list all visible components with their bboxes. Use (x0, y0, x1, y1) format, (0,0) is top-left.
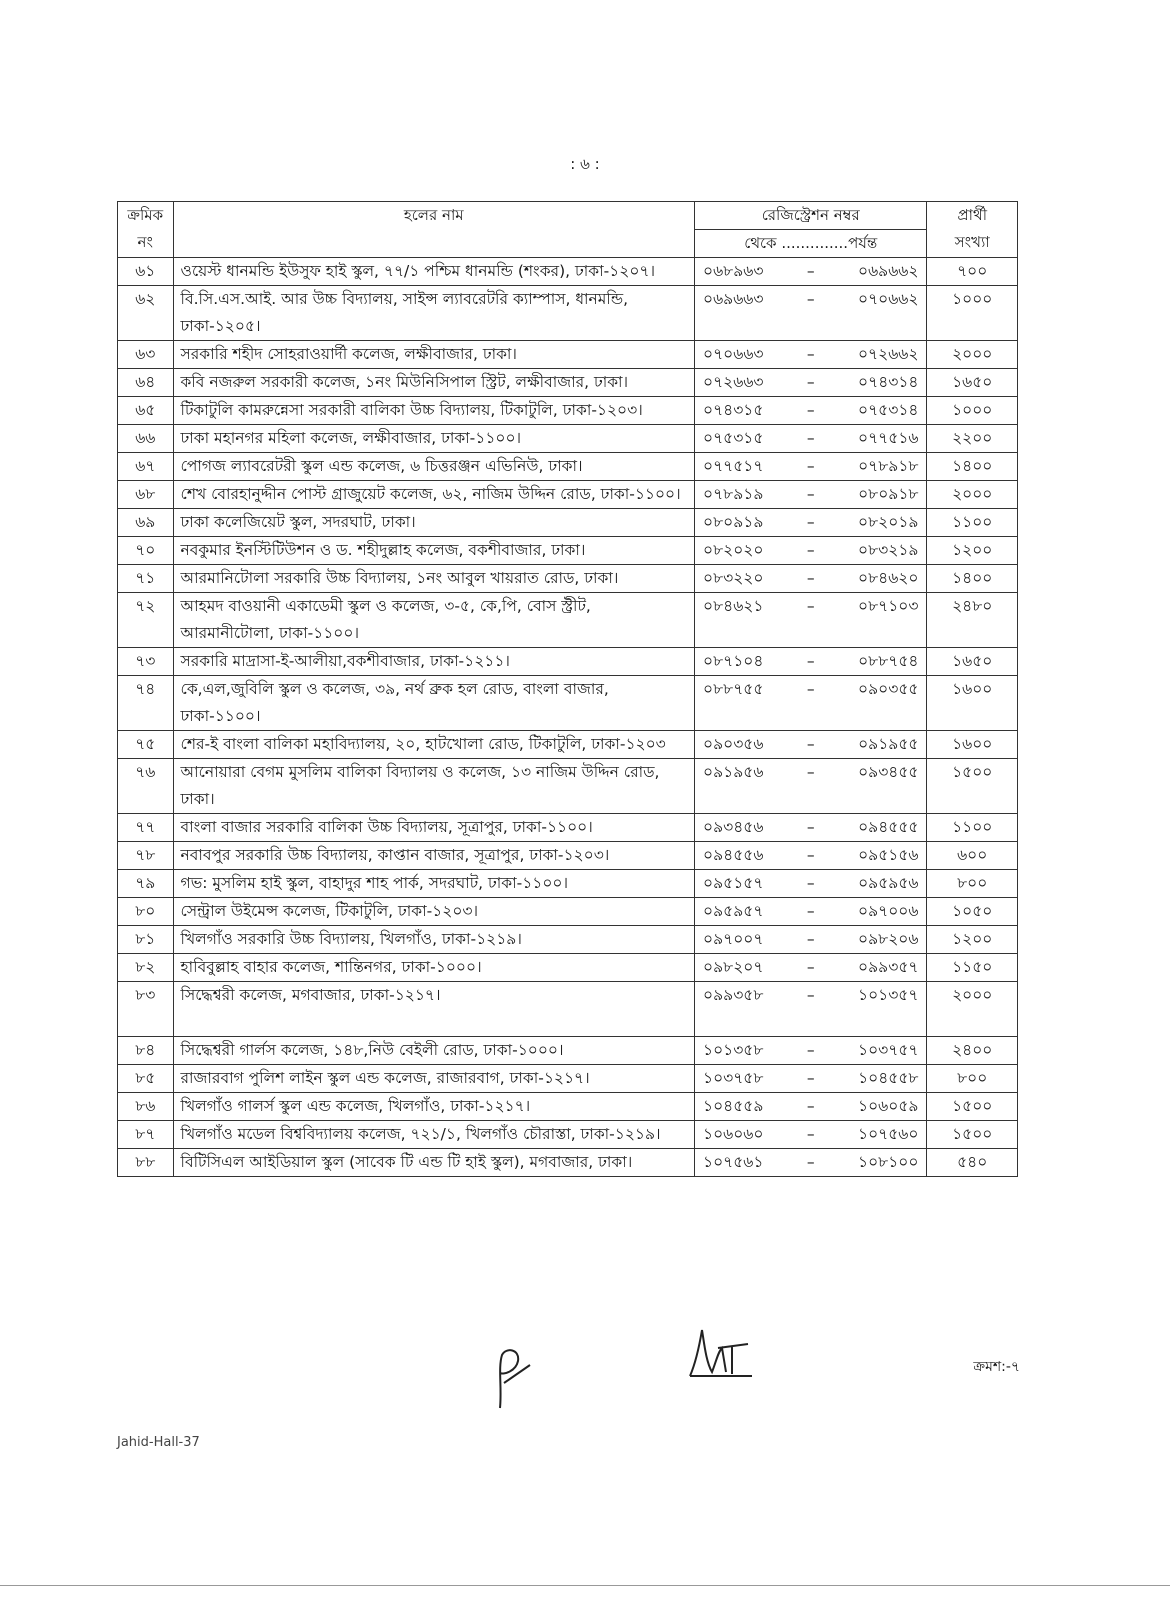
registration-to: ১০৪৫৫৮ (858, 1069, 919, 1087)
serial-cell: ৭৯ (118, 870, 174, 898)
hall-name-cell (173, 537, 694, 565)
table-row (118, 1149, 1018, 1177)
table-row (118, 453, 1018, 481)
range-dash: – (806, 513, 815, 531)
registration-to: ০৬৯৬৬২ (858, 262, 919, 280)
registration-to: ১০৬০৫৯ (858, 1097, 919, 1115)
registration-to: ০৯৫৯৫৬ (858, 874, 919, 892)
candidate-count-cell: ৮০০ (927, 1065, 1018, 1093)
serial-cell: ৭১ (118, 565, 174, 593)
range-dash: – (806, 485, 815, 503)
hall-name-text: শের-ই বাংলা বালিকা মহাবিদ্যালয়, ২০, হাটখোলা রোড, টিকাটুলি, ঢাকা-১২০৩ (180, 735, 666, 753)
registration-to: ০৯৩৪৫৫ (858, 763, 919, 781)
serial-cell: ৬৬ (118, 425, 174, 453)
hall-name-cell (173, 842, 694, 870)
serial-cell: ৬৭ (118, 453, 174, 481)
range-dash: – (806, 569, 815, 587)
hall-name-cell (173, 1065, 694, 1093)
candidate-count-cell: ৭০০ (927, 258, 1018, 286)
serial-cell: ৬৯ (118, 509, 174, 537)
registration-range-cell (695, 1121, 927, 1149)
hall-name-cell (173, 397, 694, 425)
hall-name-text: বি.সি.এস.আই. আর উচ্চ বিদ্যালয়, সাইন্স ল্যাবরেটরি ক্যাম্পাস, ধানমন্ডি, ঢাকা-১২০৫। (180, 290, 629, 335)
table-row (118, 425, 1018, 453)
registration-from: ১০১৩৫৮ (703, 1041, 764, 1059)
serial-cell: ৬৫ (118, 397, 174, 425)
registration-to: ০৮৪৬২০ (858, 569, 919, 587)
registration-to: ০৭২৬৬২ (857, 345, 919, 363)
hall-name-cell (173, 258, 694, 286)
hall-allocation-table (117, 201, 1018, 1177)
registration-from: ০৮২০২০ (703, 541, 764, 559)
registration-to: ০৮০৯১৮ (858, 485, 919, 503)
serial-cell: ৬২ (118, 286, 174, 341)
candidate-count-cell: ১১৫০ (927, 954, 1018, 982)
hall-name-cell (173, 481, 694, 509)
range-dash: – (806, 874, 815, 892)
candidate-count-cell: ১০৫০ (927, 898, 1018, 926)
hall-name-cell (173, 1121, 694, 1149)
table-row (118, 814, 1018, 842)
range-dash: – (806, 1125, 815, 1143)
serial-cell: ৮০ (118, 898, 174, 926)
hall-name-cell (173, 286, 694, 341)
registration-from: ০৬৮৯৬৩ (703, 262, 764, 280)
table-row (118, 341, 1018, 369)
continued-note: ক্রমশ:-৭ (973, 1359, 1020, 1375)
candidates-header: প্রার্থী সংখ্যা (927, 202, 1018, 258)
candidate-count-cell: ২২০০ (927, 425, 1018, 453)
hall-name-text: আনোয়ারা বেগম মুসলিম বালিকা বিদ্যালয় ও কলেজ, ১৩ নাজিম উদ্দিন রোড, ঢাকা। (180, 763, 660, 808)
hall-name-header: হলের নাম (173, 202, 694, 258)
hall-name-text: সরকারি শহীদ সোহরাওয়ার্দী কলেজ, লক্ষীবাজার, ঢাকা। (180, 345, 517, 363)
table-row (118, 842, 1018, 870)
table-row (118, 509, 1018, 537)
registration-from: ১০৭৫৬১ (703, 1153, 764, 1171)
hall-name-text: পোগজ ল্যাবরেটরী স্কুল এন্ড কলেজ, ৬ চিত্তরঞ্জন এভিনিউ, ঢাকা। (180, 457, 583, 475)
hall-name-cell (173, 593, 694, 648)
table-row (118, 731, 1018, 759)
hall-name-cell (173, 1093, 694, 1121)
candidate-count-cell: ১৫০০ (927, 759, 1018, 814)
registration-to: ০৯৪৫৫৫ (858, 818, 919, 836)
hall-name-text: বিটিসিএল আইডিয়াল স্কুল (সাবেক টি এন্ড টি হাই স্কুল), মগবাজার, ঢাকা। (180, 1153, 633, 1171)
registration-range-cell (695, 481, 927, 509)
signature-2 (682, 1322, 762, 1382)
range-dash: – (806, 735, 815, 753)
range-dash: – (806, 597, 815, 615)
registration-range-cell (695, 286, 927, 341)
range-dash: – (806, 541, 815, 559)
table-row (118, 1037, 1018, 1065)
registration-to: ০৭৪৩১৪ (858, 373, 919, 391)
candidate-count-cell: ১৬৫০ (927, 648, 1018, 676)
hall-name-cell (173, 954, 694, 982)
candidate-count-cell: ২০০০ (927, 481, 1018, 509)
hall-name-text: বাংলা বাজার সরকারি বালিকা উচ্চ বিদ্যালয়, সূত্রাপুর, ঢাকা-১১০০। (180, 818, 593, 836)
table-row (118, 1093, 1018, 1121)
hall-name-cell (173, 1149, 694, 1177)
serial-header: ক্রমিক নং (118, 202, 174, 258)
range-dash: – (806, 680, 815, 698)
hall-name-text: হাবিবুল্লাহ বাহার কলেজ, শান্তিনগর, ঢাকা-১০০০। (180, 958, 482, 976)
registration-to: ০৯৯৩৫৭ (858, 958, 919, 976)
hall-name-cell (173, 676, 694, 731)
hall-name-cell (173, 759, 694, 814)
hall-name-text: সিদ্ধেশ্বরী গার্লস কলেজ, ১৪৮,নিউ বেইলী রোড, ঢাকা-১০০০। (180, 1041, 564, 1059)
registration-from: ০৭৮৯১৯ (703, 485, 764, 503)
registration-range-cell (695, 1037, 927, 1065)
registration-from: ০৭৫৩১৫ (703, 429, 764, 447)
range-dash: – (806, 429, 815, 447)
registration-from: ০৯৪৫৫৬ (703, 846, 764, 864)
table-row (118, 759, 1018, 814)
range-dash: – (806, 818, 815, 836)
table-row (118, 898, 1018, 926)
registration-to: ০৯৮২০৬ (858, 930, 919, 948)
registration-from: ০৮৭১০৪ (703, 652, 764, 670)
candidate-count-cell: ১৬০০ (927, 731, 1018, 759)
table-body (118, 258, 1018, 1177)
range-header: থেকে ..............পর্যন্ত (695, 230, 927, 258)
registration-from: ০৬৯৬৬৩ (703, 290, 764, 308)
candidate-count-cell: ১৬০০ (927, 676, 1018, 731)
registration-to: ০৯৭০০৬ (858, 902, 919, 920)
serial-cell: ৭৫ (118, 731, 174, 759)
hall-name-cell (173, 1037, 694, 1065)
hall-name-cell (173, 926, 694, 954)
range-dash: – (806, 1153, 815, 1171)
hall-name-cell (173, 341, 694, 369)
registration-range-cell (695, 1149, 927, 1177)
candidate-count-cell: ৮০০ (927, 870, 1018, 898)
registration-to: ০৭৮৯১৮ (858, 457, 919, 475)
range-dash: – (806, 1069, 815, 1087)
serial-cell: ৬৮ (118, 481, 174, 509)
registration-from: ০৮৩২২০ (703, 569, 764, 587)
registration-from: ০৯৩৪৫৬ (703, 818, 764, 836)
table-header-row (118, 202, 1018, 230)
serial-cell: ৭৭ (118, 814, 174, 842)
registration-to: ০৮৮৭৫৪ (858, 652, 919, 670)
registration-from: ০৯০৩৫৬ (703, 735, 764, 753)
registration-from: ১০৩৭৫৮ (703, 1069, 764, 1087)
range-dash: – (806, 846, 815, 864)
table-row (118, 926, 1018, 954)
candidate-count-cell: ১১০০ (927, 814, 1018, 842)
table-row (118, 648, 1018, 676)
candidate-count-cell: ১৫০০ (927, 1093, 1018, 1121)
registration-to: ০৭০৬৬২ (858, 290, 919, 308)
hall-name-cell (173, 425, 694, 453)
serial-cell: ৮৫ (118, 1065, 174, 1093)
hall-name-text: ঢাকা কলেজিয়েট স্কুল, সদরঘাট, ঢাকা। (180, 513, 416, 531)
range-dash: – (806, 763, 815, 781)
hall-name-text: খিলগাঁও মডেল বিশ্ববিদ্যালয় কলেজ, ৭২১/১, খিলগাঁও চৌরাস্তা, ঢাকা-১২১৯। (180, 1125, 661, 1143)
candidate-count-cell: ১১০০ (927, 509, 1018, 537)
serial-cell: ৮৩ (118, 982, 174, 1037)
hall-name-text: কে,এল,জুবিলি স্কুল ও কলেজ, ৩৯, নর্থ ব্রুক হল রোড, বাংলা বাজার, ঢাকা-১১০০। (180, 680, 609, 725)
hall-name-text: নবকুমার ইনস্টিটিউশন ও ড. শহীদুল্লাহ কলেজ, বকশীবাজার, ঢাকা। (180, 541, 586, 559)
registration-from: ০৯৮২০৭ (703, 958, 764, 976)
table-row (118, 258, 1018, 286)
registration-from: ০৯৭০০৭ (703, 930, 764, 948)
hall-name-cell (173, 731, 694, 759)
hall-name-text: সরকারি মাদ্রাসা-ই-আলীয়া,বকশীবাজার, ঢাকা-১২১১। (180, 652, 510, 670)
table-row (118, 481, 1018, 509)
registration-to: ০৭৭৫১৬ (858, 429, 919, 447)
table-row (118, 565, 1018, 593)
registration-range-cell (695, 258, 927, 286)
candidate-count-cell: ৫৪০ (927, 1149, 1018, 1177)
range-dash: – (806, 902, 815, 920)
hall-name-text: খিলগাঁও গালর্স স্কুল এন্ড কলেজ, খিলগাঁও, ঢাকা-১২১৭। (180, 1097, 531, 1115)
range-dash: – (806, 262, 815, 280)
range-dash: – (806, 1041, 815, 1059)
registration-to: ০৮৭১০৩ (858, 597, 919, 615)
registration-range-cell (695, 1065, 927, 1093)
table-row (118, 593, 1018, 648)
registration-from: ০৭৭৫১৭ (703, 457, 764, 475)
registration-from: ০৭২৬৬৩ (703, 373, 764, 391)
registration-from: ০৯৯৩৫৮ (703, 986, 764, 1004)
range-dash: – (806, 1097, 815, 1115)
hall-name-text: কবি নজরুল সরকারী কলেজ, ১নং মিউনিসিপাল স্ট্রিট, লক্ষীবাজার, ঢাকা। (180, 373, 629, 391)
candidate-count-cell: ২৪৮০ (927, 593, 1018, 648)
table-row (118, 397, 1018, 425)
signature-1 (470, 1343, 540, 1413)
candidate-count-cell: ২০০০ (927, 982, 1018, 1037)
candidate-count-cell: ৬০০ (927, 842, 1018, 870)
page-number: : ৬ : (570, 155, 600, 173)
registration-from: ০৯১৯৫৬ (703, 763, 764, 781)
registration-range-cell (695, 870, 927, 898)
registration-range-cell (695, 453, 927, 481)
registration-to: ১০৭৫৬০ (858, 1125, 919, 1143)
hall-name-cell (173, 982, 694, 1037)
serial-cell: ৮৮ (118, 1149, 174, 1177)
hall-name-text: আরমানিটোলা সরকারি উচ্চ বিদ্যালয়, ১নং আবুল খায়রাত রোড, ঢাকা। (180, 569, 619, 587)
registration-range-cell (695, 759, 927, 814)
hall-name-text: নবাবপুর সরকারি উচ্চ বিদ্যালয়, কাপ্তান বাজার, সূত্রাপুর, ঢাকা-১২০৩। (180, 846, 610, 864)
candidate-count-cell: ১২০০ (927, 537, 1018, 565)
candidate-count-cell: ১০০০ (927, 286, 1018, 341)
serial-cell: ৬৪ (118, 369, 174, 397)
hall-name-cell (173, 814, 694, 842)
candidate-count-cell: ১২০০ (927, 926, 1018, 954)
hall-name-cell (173, 369, 694, 397)
registration-to: ০৯৫১৫৬ (858, 846, 919, 864)
registration-from: ০৯৫৯৫৭ (703, 902, 764, 920)
hall-name-cell (173, 565, 694, 593)
registration-range-cell (695, 982, 927, 1037)
registration-from: ০৭৪৩১৫ (703, 401, 764, 419)
serial-cell: ৭৪ (118, 676, 174, 731)
hall-name-cell (173, 453, 694, 481)
range-dash: – (806, 373, 815, 391)
hall-name-text: রাজারবাগ পুলিশ লাইন স্কুল এন্ড কলেজ, রাজারবাগ, ঢাকা-১২১৭। (180, 1069, 590, 1087)
registration-range-cell (695, 926, 927, 954)
serial-cell: ৭৩ (118, 648, 174, 676)
registration-range-cell (695, 898, 927, 926)
hall-name-text: ঢাকা মহানগর মহিলা কলেজ, লক্ষীবাজার, ঢাকা-১১০০। (180, 429, 522, 447)
range-dash: – (806, 958, 815, 976)
table-row (118, 676, 1018, 731)
candidate-count-cell: ২০০০ (927, 341, 1018, 369)
hall-name-cell (173, 898, 694, 926)
registration-to: ০৮২০১৯ (858, 513, 919, 531)
registration-range-cell (695, 341, 927, 369)
candidate-count-cell: ১৪০০ (927, 453, 1018, 481)
registration-range-cell (695, 565, 927, 593)
hall-name-text: সিদ্ধেশ্বরী কলেজ, মগবাজার, ঢাকা-১২১৭। (180, 986, 441, 1004)
range-dash: – (806, 290, 815, 308)
registration-range-cell (695, 509, 927, 537)
serial-cell: ৮২ (118, 954, 174, 982)
range-dash: – (806, 930, 815, 948)
hall-name-text: সেন্ট্রাল উইমেন্স কলেজ, টিকাটুলি, ঢাকা-১২০৩। (180, 902, 479, 920)
registration-range-cell (695, 1093, 927, 1121)
candidate-count-cell: ১৬৫০ (927, 369, 1018, 397)
serial-cell: ৭০ (118, 537, 174, 565)
range-dash: – (806, 986, 815, 1004)
registration-range-cell (695, 648, 927, 676)
registration-from: ০৮৪৬২১ (703, 597, 764, 615)
candidate-count-cell: ১৫০০ (927, 1121, 1018, 1149)
registration-range-cell (695, 369, 927, 397)
bottom-rule (0, 1585, 1170, 1586)
registration-from: ০৯৫১৫৭ (703, 874, 764, 892)
registration-range-cell (695, 814, 927, 842)
serial-cell: ৭২ (118, 593, 174, 648)
registration-range-cell (695, 954, 927, 982)
registration-to: ০৭৫৩১৪ (858, 401, 919, 419)
serial-cell: ৬৩ (118, 341, 174, 369)
table-row (118, 1121, 1018, 1149)
registration-to: ০৯১৯৫৫ (858, 735, 919, 753)
table-row (118, 537, 1018, 565)
range-dash: – (806, 345, 815, 363)
serial-cell: ৬১ (118, 258, 174, 286)
table-row (118, 982, 1018, 1037)
hall-name-text: শেখ বোরহানুদ্দীন পোস্ট গ্রাজুয়েট কলেজ, ৬২, নাজিম উদ্দিন রোড, ঢাকা-১১০০। (180, 485, 681, 503)
registration-range-cell (695, 842, 927, 870)
registration-from: ০৮০৯১৯ (703, 513, 764, 531)
registration-range-cell (695, 397, 927, 425)
serial-cell: ৮৬ (118, 1093, 174, 1121)
hall-name-cell (173, 870, 694, 898)
table-row (118, 369, 1018, 397)
serial-cell: ৮৭ (118, 1121, 174, 1149)
serial-cell: ৮৪ (118, 1037, 174, 1065)
hall-name-text: ওয়েস্ট ধানমন্ডি ইউসুফ হাই স্কুল, ৭৭/১ পশ্চিম ধানমন্ডি (শংকর), ঢাকা-১২০৭। (180, 262, 656, 280)
registration-range-cell (695, 425, 927, 453)
registration-range-cell (695, 731, 927, 759)
table-row (118, 954, 1018, 982)
hall-name-text: আহমদ বাওয়ানী একাডেমী স্কুল ও কলেজ, ৩-৫, কে,পি, বোস স্ট্রীট, আরমানীটোলা, ঢাকা-১১০০। (180, 597, 591, 642)
serial-cell: ৭৬ (118, 759, 174, 814)
serial-cell: ৮১ (118, 926, 174, 954)
registration-from: ১০৬০৬০ (703, 1125, 764, 1143)
registration-header: রেজিস্ট্রেশন নম্বর (695, 202, 927, 230)
candidate-count-cell: ১০০০ (927, 397, 1018, 425)
hall-name-cell (173, 648, 694, 676)
registration-from: ০৮৮৭৫৫ (703, 680, 764, 698)
range-dash: – (806, 457, 815, 475)
registration-to: ১০৮১০০ (858, 1153, 919, 1171)
table-row (118, 286, 1018, 341)
candidate-count-cell: ১৪০০ (927, 565, 1018, 593)
table-row (118, 870, 1018, 898)
table-row (118, 1065, 1018, 1093)
range-dash: – (806, 652, 815, 670)
hall-name-text: খিলগাঁও সরকারি উচ্চ বিদ্যালয়, খিলগাঁও, ঢাকা-১২১৯। (180, 930, 522, 948)
candidate-count-cell: ২৪০০ (927, 1037, 1018, 1065)
hall-name-text: টিকাটুলি কামরুন্নেসা সরকারী বালিকা উচ্চ বিদ্যালয়, টিকাটুলি, ঢাকা-১২০৩। (180, 401, 643, 419)
registration-from: ১০৪৫৫৯ (703, 1097, 764, 1115)
registration-range-cell (695, 676, 927, 731)
registration-to: ০৮৩২১৯ (858, 541, 919, 559)
registration-from: ০৭০৬৬৩ (703, 345, 764, 363)
hall-name-text: গভ: মুসলিম হাই স্কুল, বাহাদুর শাহ পার্ক, সদরঘাট, ঢাকা-১১০০। (180, 874, 569, 892)
hall-name-cell (173, 509, 694, 537)
registration-to: ০৯০৩৫৫ (858, 680, 919, 698)
range-dash: – (806, 401, 815, 419)
serial-cell: ৭৮ (118, 842, 174, 870)
registration-range-cell (695, 593, 927, 648)
registration-to: ১০৩৭৫৭ (858, 1041, 919, 1059)
registration-range-cell (695, 537, 927, 565)
registration-to: ১০১৩৫৭ (858, 986, 919, 1004)
footer-code: Jahid-Hall-37 (117, 1435, 200, 1450)
